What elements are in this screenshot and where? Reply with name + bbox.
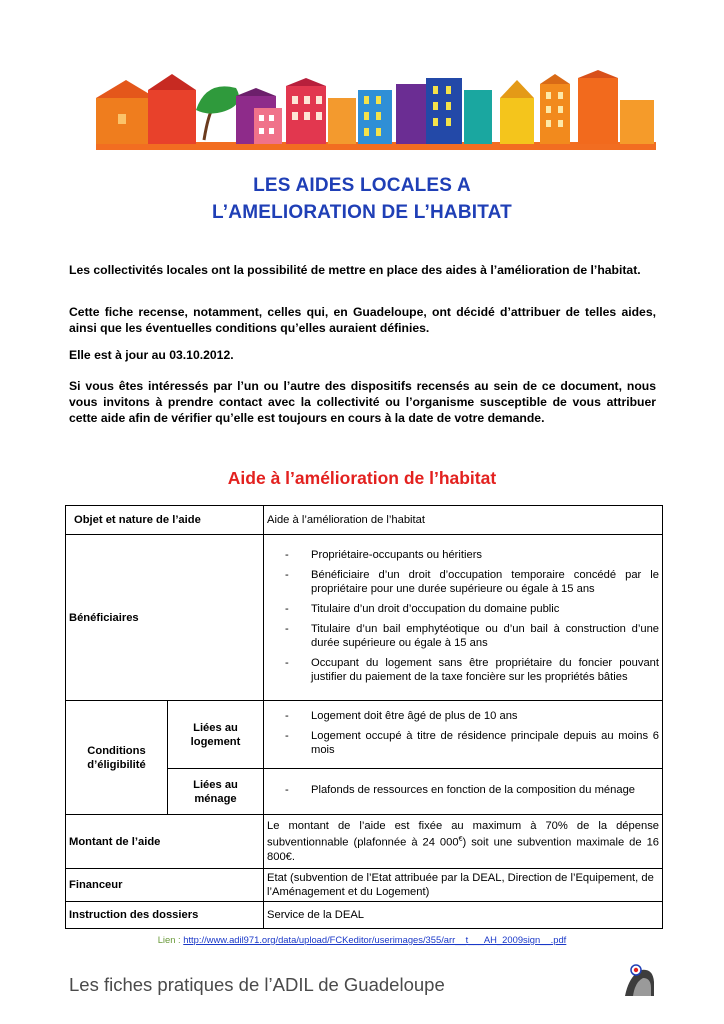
aid-details-table <box>65 505 663 929</box>
list-item: - Logement doit être âgé de plus de 10 ans <box>285 709 659 723</box>
section-title: Aide à l’amélioration de l’habitat <box>227 468 497 488</box>
row-financeur <box>66 869 663 902</box>
page-title-line-1: LES AIDES LOCALES A <box>253 175 471 196</box>
source-link[interactable]: http://www.adil971.org/data/upload/FCKeditor/userimages/355/arr__t___AH_2009sign__.pdf <box>183 934 567 945</box>
montant-label: Montant de l’aide <box>66 815 264 869</box>
row-objet <box>66 506 663 535</box>
row-beneficiaires <box>66 535 663 701</box>
page-title-line-2: L’AMELIORATION DE L’HABITAT <box>212 202 512 223</box>
menage-label: Liées au ménage <box>168 769 264 815</box>
row-conditions-logement <box>66 701 663 769</box>
row-instruction <box>66 902 663 929</box>
objet-value: Aide à l’amélioration de l’habitat <box>264 506 663 535</box>
intro-paragraph-contact: Si vous êtes intéressés par l’un ou l’autre des dispositifs recensés au sein de ce document, nous vous invitons à prendre contact avec la collectivité ou l’organisme susceptible de vous attribuer cette aide afin de vérifier qu’elle est toujours en cours à la date de votre demande. <box>69 379 656 425</box>
list-item: - Plafonds de ressources en fonction de la composition du ménage <box>285 783 659 797</box>
intro-paragraph-date: Elle est à jour au 03.10.2012. <box>69 348 234 362</box>
list-item: - Bénéficiaire d’un droit d’occupation temporaire concédé par le propriétaire pour une durée supérieure ou égale à 15 ans <box>285 568 659 596</box>
link-label: Lien : <box>157 934 184 945</box>
list-item: - Propriétaire-occupants ou héritiers <box>285 548 659 562</box>
row-montant <box>66 815 663 869</box>
footer-text: Les fiches pratiques de l’ADIL de Guadeloupe <box>69 974 445 995</box>
logement-label: Liées au logement <box>168 701 264 769</box>
intro-paragraph-1: Les collectivités locales ont la possibilité de mettre en place des aides à l’amélioration de l’habitat. <box>69 263 641 277</box>
instruction-label: Instruction des dossiers <box>66 902 264 929</box>
financeur-label: Financeur <box>66 869 264 902</box>
source-link-line <box>0 934 724 945</box>
menage-value <box>264 769 663 815</box>
objet-label: Objet et nature de l’aide <box>66 506 264 535</box>
logement-value <box>264 701 663 769</box>
list-item: - Occupant du logement sans être propriétaire du foncier pouvant justifier du paiement de la taxe foncière sur les propriétés bâties <box>285 656 659 684</box>
adil-logo-icon <box>621 962 657 998</box>
montant-superscript: € <box>458 836 463 844</box>
instruction-value: Service de la DEAL <box>264 902 663 929</box>
conditions-label: Conditions d’éligibilité <box>66 701 168 815</box>
list-item: - Logement occupé à titre de résidence principale depuis au moins 6 mois <box>285 729 659 757</box>
financeur-value: Etat (subvention de l’Etat attribuée par la DEAL, Direction de l’Equipement, de l’Aménagement et du Logement) <box>264 869 663 902</box>
houses-banner-illustration <box>96 70 656 150</box>
intro-paragraph-2: Cette fiche recense, notamment, celles qui, en Guadeloupe, ont décidé d’attribuer de telles aides, ainsi que les éventuelles conditions qu’elles auraient définies. <box>69 305 656 335</box>
montant-value: Le montant de l’aide est fixée au maximum à 70% de la dépense subventionnable (plafonnée à 24 000€) soit une subvention maximale de 16 800€. <box>264 815 663 869</box>
list-item: - Titulaire d’un bail emphytéotique ou d’un bail à construction d’une durée supérieure ou égale à 15 ans <box>285 622 659 650</box>
beneficiaires-label: Bénéficiaires <box>66 535 264 701</box>
list-item: - Titulaire d’un droit d’occupation du domaine public <box>285 602 659 616</box>
beneficiaires-value <box>264 535 663 701</box>
